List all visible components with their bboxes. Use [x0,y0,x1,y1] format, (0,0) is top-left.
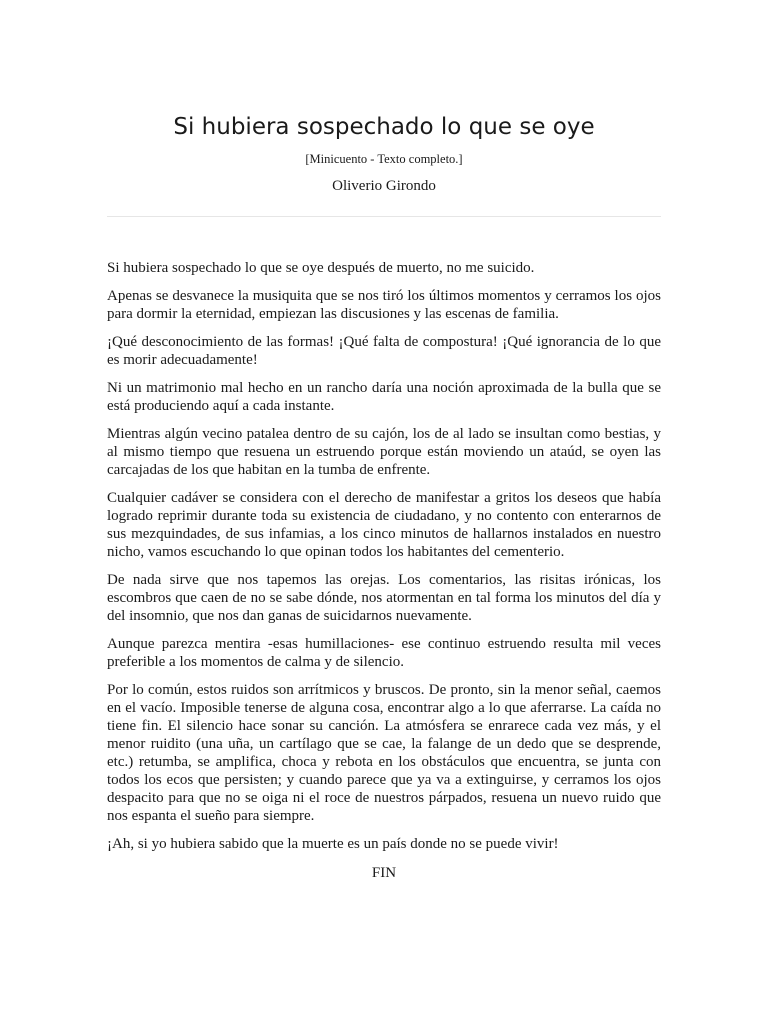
paragraph-2: Apenas se desvanece la musiquita que se nos tiró los últimos momentos y cerramos los ojos para dormir la eternidad, empiezan las discusiones y las escenas de familia. [107,288,661,322]
document-subtitle: [Minicuento - Texto completo.] [305,152,463,166]
document-author: Oliverio Girondo [332,178,436,194]
paragraph-6: Cualquier cadáver se considera con el derecho de manifestar a gritos los deseos que había logrado reprimir durante toda su existencia de ciudadano, y no contento con enterarnos de sus mezquindades, de sus infamias, a los cinco minutos de hallarnos instalados en nuestro nicho, vamos escuchando lo que opinan todos los habitantes del cementerio. [107,490,661,560]
document-title: Si hubiera sospechado lo que se oye [173,114,595,140]
paragraph-3: ¡Qué desconocimiento de las formas! ¡Qué falta de compostura! ¡Qué ignorancia de lo que es morir adecuadamente! [107,334,661,368]
ending-text: FIN [371,865,397,881]
paragraph-9: Por lo común, estos ruidos son arrítmicos y bruscos. De pronto, sin la menor señal, caemos en el vacío. Imposible tenerse de alguna cosa, encontrar algo a lo que aferrarse. La caída no tiene fin. El silencio hace sonar su canción. La atmósfera se enrarece cada vez más, y el menor ruidito (una uña, un cartílago que se cae, la falange de un dedo que se desprende, etc.) retumba, se amplifica, choca y rebota en los obstáculos que encuentra, se junta con todos los ecos que persisten; y cuando parece que ya va a extinguirse, y cerramos los ojos despacito para que no se oiga ni el roce de nuestros párpados, resuena un nuevo ruido que nos espanta el sueño para siempre. [107,682,661,824]
paragraph-8: Aunque parezca mentira -esas humillaciones- ese continuo estruendo resulta mil veces preferible a los momentos de calma y de silencio. [107,636,661,670]
paragraph-4: Ni un matrimonio mal hecho en un rancho daría una noción aproximada de la bulla que se está produciendo aquí a cada instante. [107,380,661,414]
paragraph-7: De nada sirve que nos tapemos las orejas. Los comentarios, las risitas irónicas, los escombros que caen de no se sabe dónde, nos atormentan en tal forma los minutos del día y del insomnio, que nos dan ganas de suicidarnos nuevamente. [107,572,661,624]
paragraph-5: Mientras algún vecino patalea dentro de su cajón, los de al lado se insultan como bestias, y al mismo tiempo que resuena un estruendo porque están moviendo un ataúd, se oyen las carcajadas de los que habitan en la tumba de enfrente. [107,426,661,478]
paragraph-1: Si hubiera sospechado lo que se oye después de muerto, no me suicido. [107,260,535,276]
paragraph-10: ¡Ah, si yo hubiera sabido que la muerte es un país donde no se puede vivir! [107,836,559,852]
story-body [107,259,661,892]
header-divider [107,216,661,217]
